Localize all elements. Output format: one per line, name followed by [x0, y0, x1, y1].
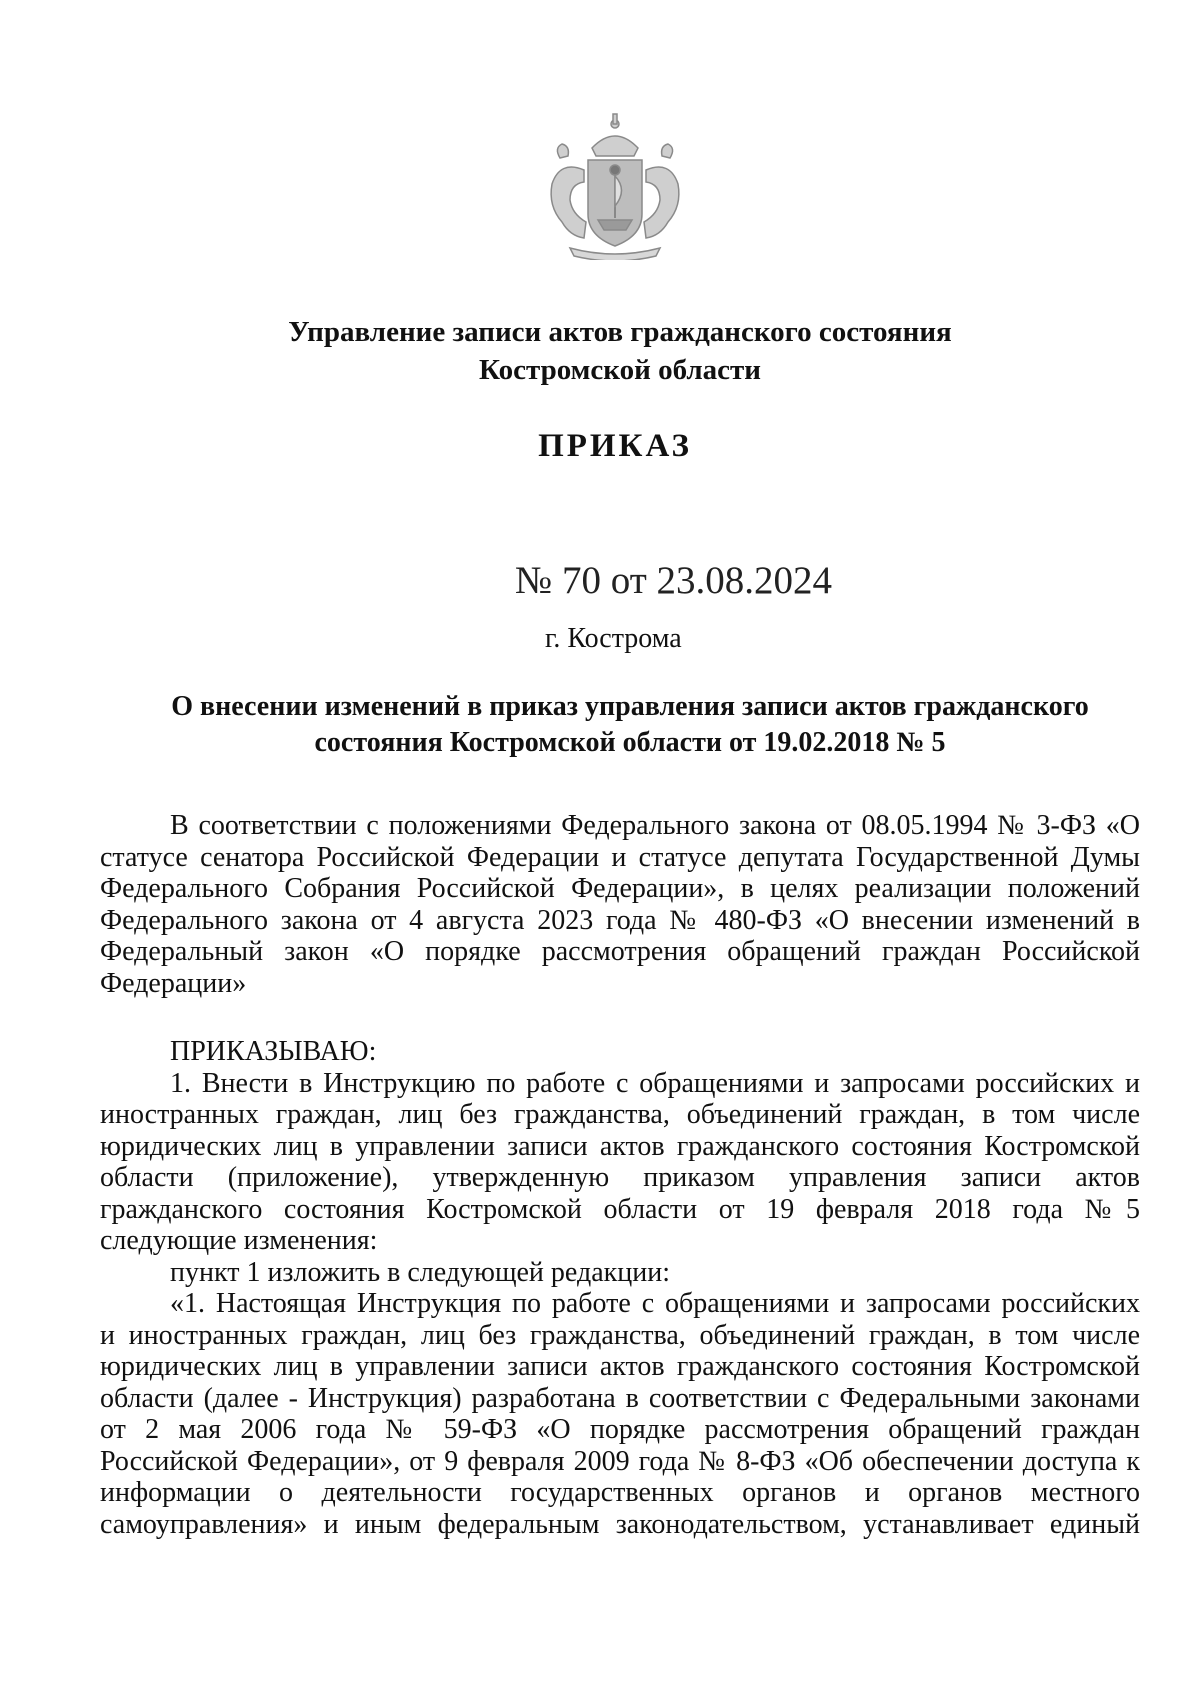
order-line: юридических лиц в управлении записи актов гражданского состояния Костромской	[100, 1130, 1140, 1162]
order-line: области (приложение), утвержденную приказом управления записи актов	[100, 1162, 1140, 1193]
document-type-title: ПРИКАЗ	[538, 428, 692, 464]
order-heading: ПРИКАЗЫВАЮ:	[170, 1036, 377, 1067]
coat-of-arms-icon	[530, 110, 700, 260]
order-line: и иностранных граждан, лиц без гражданства, объединений граждан, в том числе	[100, 1319, 1140, 1351]
order-line: иностранных граждан, лиц без гражданства, объединений граждан, в том числе	[100, 1099, 1140, 1130]
order-line: пункт 1 изложить в следующей редакции:	[170, 1256, 670, 1288]
order-line: «1. Настоящая Инструкция по работе с обращениями и запросами российских	[170, 1288, 1140, 1319]
order-line: гражданского состояния Костромской области от 19 февраля 2018 года №5	[100, 1193, 1140, 1225]
order-line: юридических лиц в управлении записи актов гражданского состояния Костромской	[100, 1351, 1140, 1382]
order-line: следующие изменения:	[100, 1225, 378, 1256]
preamble-line: Федерации»	[100, 967, 247, 999]
order-line: информации о деятельности государственных органов и органов местного	[100, 1477, 1140, 1508]
preamble-line: Федеральный закон «О порядке рассмотрения обращений граждан Российской	[100, 936, 1140, 967]
preamble-line: Федерального Собрания Российской Федерации», в целях реализации положений	[100, 873, 1140, 904]
preamble-line: Федерального закона от 4 августа 2023 года № 480-ФЗ «О внесении изменений в	[100, 904, 1140, 936]
order-number-date: № 70 от 23.08.2024	[515, 559, 832, 602]
organization-name-line2: Костромской области	[479, 354, 761, 386]
order-line: самоуправления» и иным федеральным законодательством, устанавливает единый	[100, 1508, 1140, 1540]
preamble-line: В соответствии с положениями Федерального закона от 08.05.1994 № 3-ФЗ «О	[170, 810, 1140, 841]
organization-name-line1: Управление записи актов гражданского состояния	[288, 316, 952, 348]
subject-line1: О внесении изменений в приказ управления записи актов гражданского	[171, 691, 1089, 722]
order-line: области (далее - Инструкция) разработана в соответствии с Федеральными законами	[100, 1382, 1140, 1414]
city-label: г. Кострома	[545, 623, 682, 654]
order-body	[100, 1036, 1140, 1540]
order-line: от 2 мая 2006 года № 59-ФЗ «О порядке рассмотрения обращений граждан	[100, 1414, 1140, 1445]
preamble-line: статусе сенатора Российской Федерации и статусе депутата Государственной Думы	[100, 841, 1140, 873]
preamble-paragraph	[100, 810, 1140, 999]
order-line: 1. Внести в Инструкцию по работе с обращениями и запросами российских и	[170, 1067, 1140, 1099]
subject-line2: состояния Костромской области от 19.02.2018 № 5	[314, 727, 946, 758]
order-line: Российской Федерации», от 9 февраля 2009 года № 8-ФЗ «Об обеспечении доступа к	[100, 1445, 1140, 1477]
